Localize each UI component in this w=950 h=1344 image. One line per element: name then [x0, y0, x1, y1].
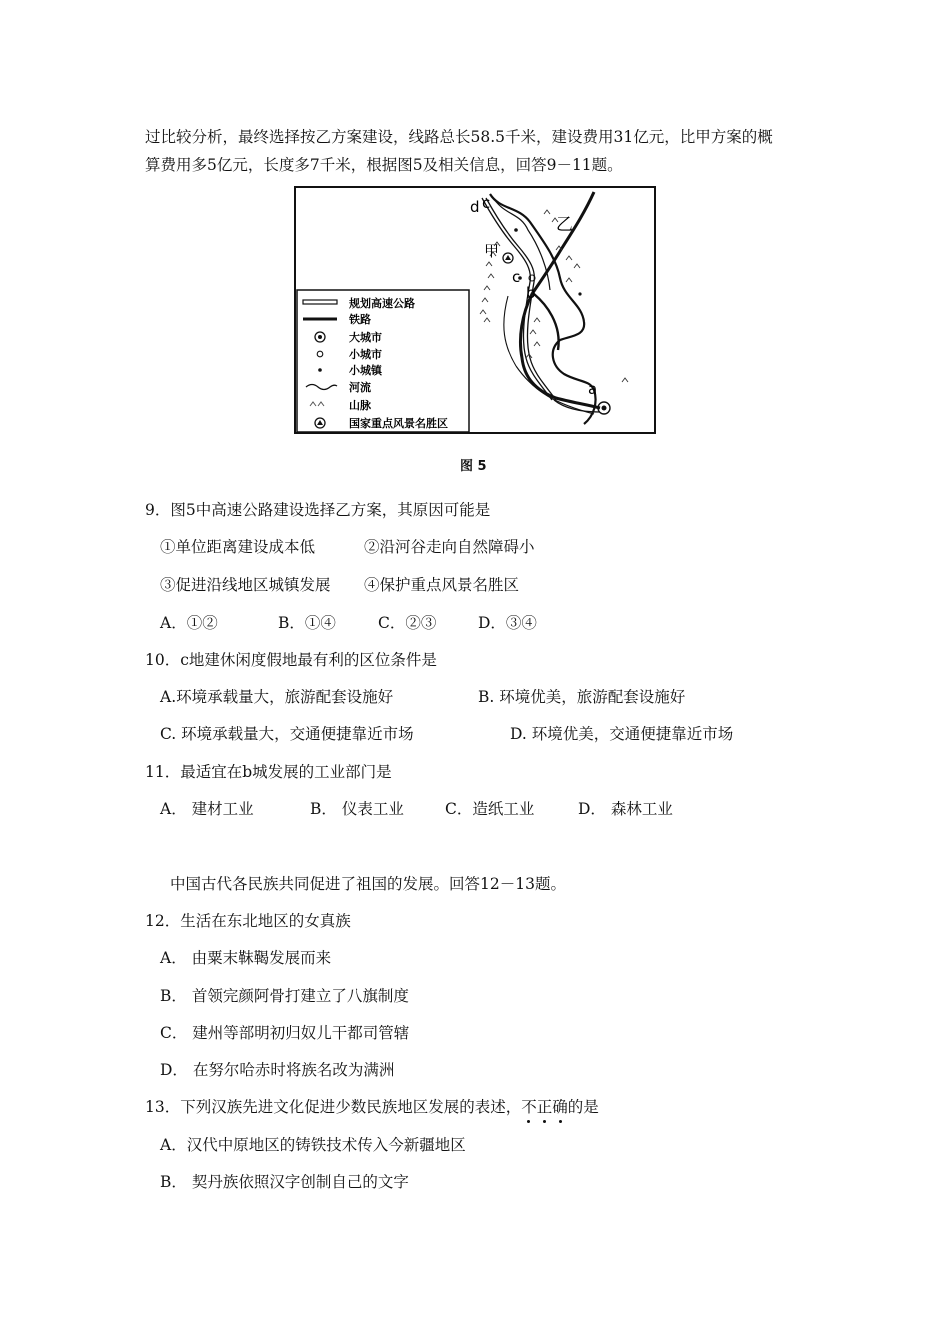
- figure-5-map: [294, 186, 656, 434]
- q13-stem: [145, 1097, 599, 1117]
- map-label-d: d: [470, 198, 480, 216]
- q9-option-c: C．②③: [378, 614, 437, 632]
- intro-line-1: 过比较分析，最终选择按乙方案建设，线路总长58.5千米，建设费用31亿元，比甲方案的概: [145, 128, 773, 146]
- q10-option-c: C. 环境承载量大，交通便捷靠近市场: [160, 725, 414, 743]
- q9-statement-3: ③促进沿线地区城镇发展: [160, 576, 331, 594]
- q10-option-b: B. 环境优美，旅游配套设施好: [478, 688, 686, 706]
- q9-statement-4: ④保护重点风景名胜区: [364, 576, 520, 594]
- intro-line-2: 算费用多5亿元，长度多7千米，根据图5及相关信息，回答9－11题。: [145, 156, 623, 174]
- legend-highway: 规划高速公路: [349, 297, 415, 310]
- q10-stem: 10．c地建休闲度假地最有利的区位条件是: [145, 651, 437, 669]
- emphasis-dot: [543, 1120, 546, 1123]
- q9-option-b: B．①④: [278, 614, 336, 632]
- q11-option-c: C．造纸工业: [445, 800, 535, 818]
- q9-statement-2: ②沿河谷走向自然障碍小: [364, 538, 535, 556]
- q13-stem-emphasis: [521, 1098, 568, 1116]
- q11-option-a: A． 建材工业: [160, 800, 254, 818]
- q12-option-c: C． 建州等部明初归奴儿干都司管辖: [160, 1024, 410, 1042]
- q9-statement-1: ①单位距离建设成本低: [160, 538, 316, 556]
- q11-stem: 11．最适宜在b城发展的工业部门是: [145, 763, 392, 781]
- legend-small-town: 小城镇: [349, 364, 382, 377]
- q12-option-b: B． 首领完颜阿骨打建立了八旗制度: [160, 987, 409, 1005]
- q13-stem-after: 的是: [567, 1098, 599, 1116]
- q11-option-b: B． 仪表工业: [310, 800, 404, 818]
- map-label-b: b: [526, 284, 536, 302]
- map-label-c-top: c: [482, 194, 491, 212]
- map-label-yi: 乙: [556, 215, 573, 235]
- legend-big-city: 大城市: [349, 331, 382, 344]
- legend-river: 河流: [349, 381, 371, 394]
- q13-stem-before: 13．下列汉族先进文化促进少数民族地区发展的表述，: [145, 1098, 522, 1116]
- map-label-jia: 甲: [484, 242, 500, 260]
- map-legend: [297, 290, 469, 432]
- q9-stem: 9．图5中高速公路建设选择乙方案，其原因可能是: [145, 501, 491, 519]
- legend-railway: 铁路: [349, 313, 371, 326]
- map-label-a: a: [588, 380, 598, 398]
- legend-mountain: 山脉: [349, 399, 371, 412]
- legend-scenic-area: 国家重点风景名胜区: [349, 417, 448, 430]
- figure-caption: 图 5: [460, 459, 487, 474]
- q11-option-d: D． 森林工业: [578, 800, 673, 818]
- q9-option-a: A．①②: [160, 614, 218, 632]
- q9-option-d: D．③④: [478, 614, 537, 632]
- q12-option-a: A． 由粟末靺鞨发展而来: [160, 949, 332, 967]
- q13-stem-emph-text: 不正确: [521, 1098, 568, 1116]
- q13-option-a: A．汉代中原地区的铸铁技术传入今新疆地区: [160, 1136, 466, 1154]
- q10-option-d: D. 环境优美，交通便捷靠近市场: [510, 725, 734, 743]
- intro2-text: 中国古代各民族共同促进了祖国的发展。回答12－13题。: [170, 875, 566, 893]
- q10-option-a: A.环境承载量大，旅游配套设施好: [160, 688, 394, 706]
- q12-stem: 12．生活在东北地区的女真族: [145, 912, 351, 930]
- q13-option-b: B． 契丹族依照汉字创制自己的文字: [160, 1173, 409, 1191]
- emphasis-dot: [559, 1120, 562, 1123]
- legend-small-city: 小城市: [349, 348, 382, 361]
- map-label-c: c: [512, 268, 521, 286]
- q12-option-d: D． 在努尔哈赤时将族名改为满洲: [160, 1061, 395, 1079]
- emphasis-dot: [527, 1120, 530, 1123]
